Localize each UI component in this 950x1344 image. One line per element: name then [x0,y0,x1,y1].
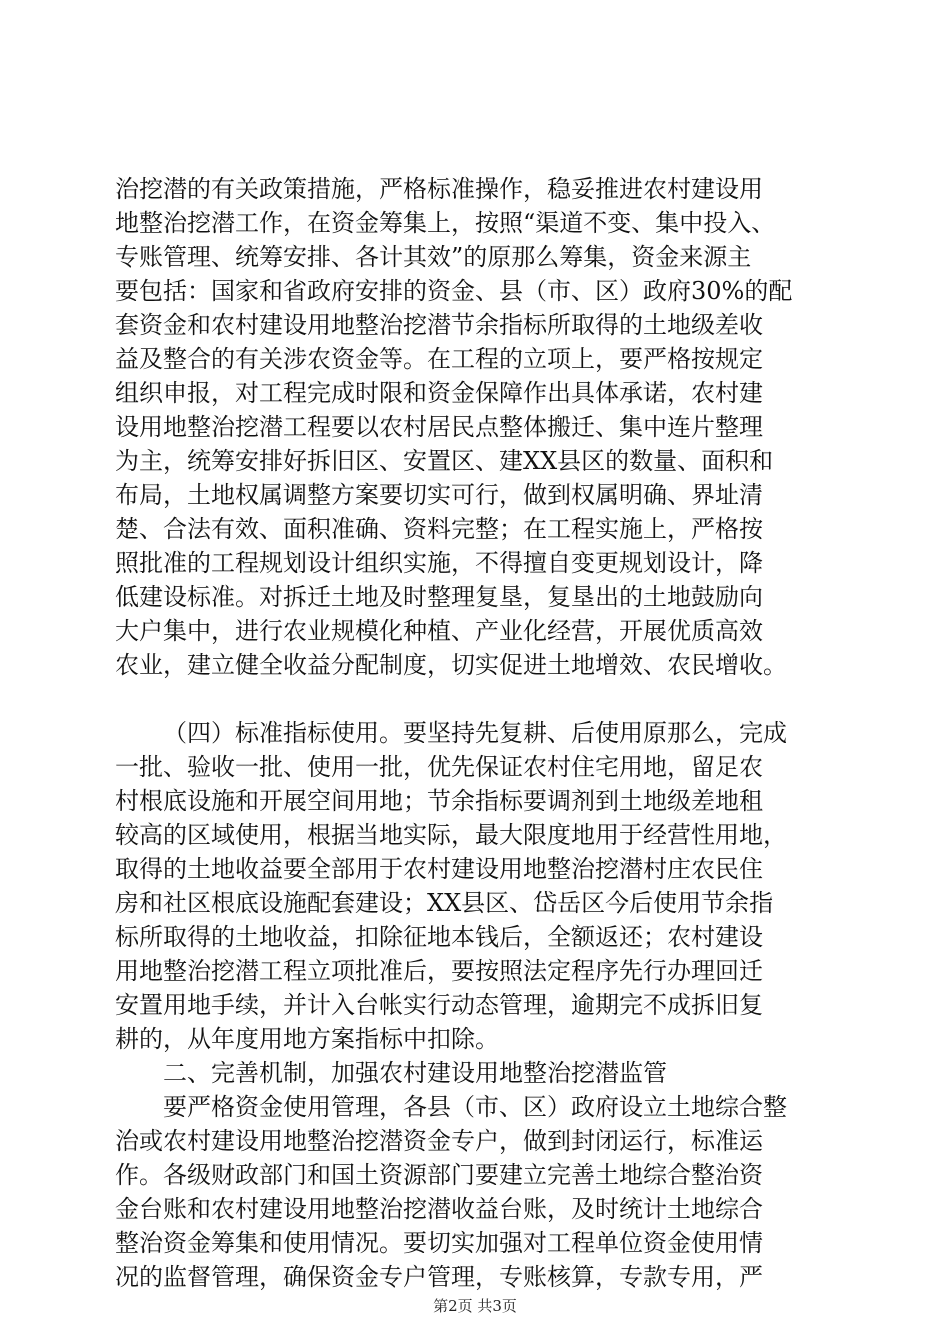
section-heading: 二、完善机制，加强农村建设用地整治挖潜监管 [163,1059,667,1087]
text-line: 布局，土地权属调整方案要切实可行，做到权属明确、界址清 [115,481,763,509]
text-line: 标所取得的土地收益，扣除征地本钱后，全额返还；农村建设 [115,923,763,951]
paragraph-funding [115,172,850,682]
document-body [115,172,850,1294]
text-line: 照批准的工程规划设计组织实施，不得擅自变更规划设计，降 [115,549,763,577]
text-line: 楚、合法有效、面积准确、资料完整；在工程实施上，严格按 [115,515,763,543]
text-line: 房和社区根底设施配套建设；XX县区、岱岳区今后使用节余指 [115,889,774,917]
text-line: 整治资金筹集和使用情况。要切实加强对工程单位资金使用情 [115,1229,763,1257]
paragraph-fund-management [115,1090,850,1294]
text-line: 安置用地手续，并计入台帐实行动态管理，逾期完不成拆旧复 [115,991,763,1019]
text-line: 套资金和农村建设用地整治挖潜节余指标所取得的土地级差收 [115,311,763,339]
text-line: 要严格资金使用管理，各县（市、区）政府设立土地综合整 [163,1093,787,1121]
text-line: 地整治挖潜工作，在资金筹集上，按照“渠道不变、集中投入、 [115,209,776,237]
paragraph-indicator-use [115,716,850,1056]
text-line: 一批、验收一批、使用一批，优先保证农村住宅用地，留足农 [115,753,763,781]
text-line: 设用地整治挖潜工程要以农村居民点整体搬迁、集中连片整理 [115,413,763,441]
page-number-footer: 第2页 共3页 [433,1297,517,1315]
text-line: 益及整合的有关涉农资金等。在工程的立项上，要严格按规定 [115,345,763,373]
paragraph-gap [115,682,850,716]
text-line: 治挖潜的有关政策措施，严格标准操作，稳妥推进农村建设用 [115,175,763,203]
text-line: 大户集中，进行农业规模化种植、产业化经营，开展优质高效 [115,617,763,645]
text-line: 用地整治挖潜工程立项批准后，要按照法定程序先行办理回迁 [115,957,763,985]
text-line: 村根底设施和开展空间用地；节余指标要调剂到土地级差地租 [115,787,763,815]
text-line: 组织申报，对工程完成时限和资金保障作出具体承诺，农村建 [115,379,763,407]
text-line: 取得的土地收益要全部用于农村建设用地整治挖潜村庄农民住 [115,855,763,883]
text-line: 要包括：国家和省政府安排的资金、县（市、区）政府30%的配 [115,277,793,305]
text-line: 作。各级财政部门和国土资源部门要建立完善土地综合整治资 [115,1161,763,1189]
text-line: 金台账和农村建设用地整治挖潜收益台账，及时统计土地综合 [115,1195,763,1223]
text-line: 况的监督管理，确保资金专户管理，专账核算，专款专用，严 [115,1263,763,1291]
text-line: 农业，建立健全收益分配制度，切实促进土地增效、农民增收。 [115,651,787,679]
text-line: 治或农村建设用地整治挖潜资金专户，做到封闭运行，标准运 [115,1127,763,1155]
text-line: 耕的，从年度用地方案指标中扣除。 [115,1025,499,1053]
text-line: （四）标准指标使用。要坚持先复耕、后使用原那么，完成 [163,719,787,747]
text-line: 较高的区域使用，根据当地实际，最大限度地用于经营性用地， [115,821,787,849]
text-line: 专账管理、统筹安排、各计其效”的原那么筹集，资金来源主 [115,243,752,271]
text-line: 低建设标准。对拆迁土地及时整理复垦，复垦出的土地鼓励向 [115,583,763,611]
text-line: 为主，统筹安排好拆旧区、安置区、建XX县区的数量、面积和 [115,447,774,475]
